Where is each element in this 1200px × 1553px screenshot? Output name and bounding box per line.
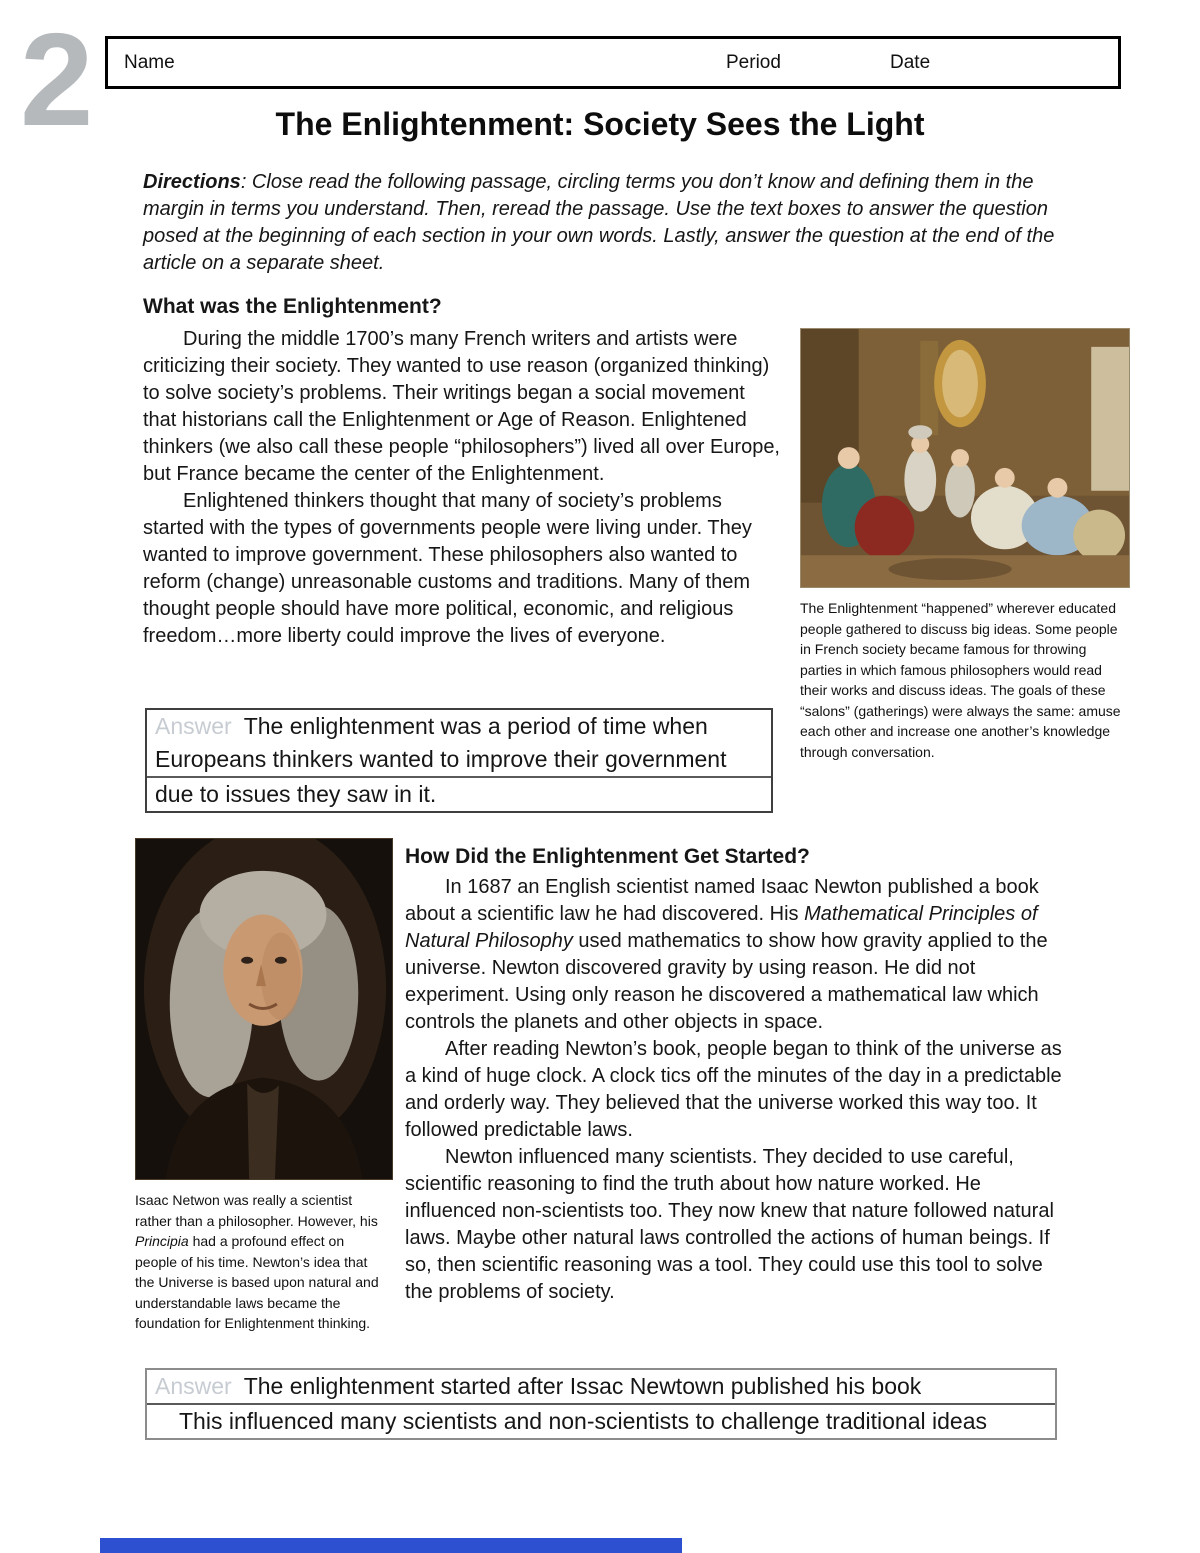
section2-body (405, 843, 1067, 1306)
section1-answer-text-1: The enlightenment was a period of time when (243, 713, 708, 739)
section1-body (143, 326, 781, 650)
directions (143, 169, 1081, 277)
section1-heading: What was the Enlightenment? (143, 295, 442, 318)
newton-caption-end: had a profound effect on people of his time. Newton’s idea that the Universe is based upon natural and understandable laws became the foundation for Enlightenment thinking. (135, 1233, 379, 1331)
page-title: The Enlightenment: Society Sees the Light (275, 106, 925, 142)
newton-portrait-image (135, 838, 393, 1180)
salon-figure (800, 328, 1130, 762)
section2-answer-line-1 (147, 1370, 1055, 1403)
section2-answer-box[interactable] (145, 1368, 1057, 1440)
section2-paragraph-3: Newton influenced many scientists. They decided to use careful, scientific reasoning to find the truth about how nature worked. He influenced non-scientists too. They now knew that nature followed natural laws. Maybe other natural laws controlled the actions of human beings. If so, then scientific reasoning was a tool. They could use this tool to solve the problems of society. (405, 1146, 1054, 1303)
section2-paragraph-1 (405, 874, 1067, 1036)
date-label: Date (890, 52, 931, 73)
section1-answer-box[interactable] (145, 708, 773, 813)
directions-text: : Close read the following passage, circling terms you don’t know and defining them in the margin in terms you understand. Then, reread the passage. Use the text boxes to answer the question posed at the beginning of each section in your own words. Lastly, answer the question at the end of the article on a separate sheet. (143, 171, 1055, 274)
section2-paragraph-2: After reading Newton’s book, people began to think of the universe as a kind of huge clock. A clock tics off the minutes of the day in a predictable and orderly way. They believed that the universe worked this way too. It followed predictable laws. (405, 1038, 1062, 1141)
salon-painting-illustration (801, 329, 1129, 587)
section1-answer-line-3: due to issues they saw in it. (147, 776, 771, 811)
section2-answer-text-1: The enlightenment started after Issac Newtown published his book (243, 1373, 922, 1399)
section2-para1-end: used mathematics to show how gravity applied to the universe. Newton discovered gravity by using reason. He did not experiment. Using only reason he discovered a mathematical law which controls the planets and other objects in space. (405, 930, 1048, 1033)
section2-para1-book-title: Mathematical Principles of Natural Philosophy (405, 903, 1038, 952)
section1-answer-line-2: Europeans thinkers wanted to improve their government (155, 746, 727, 772)
salon-figure-caption: The Enlightenment “happened” wherever educated people gathered to discuss big ideas. Some people in French society became famous for throwing parties in which famous philosophers would read their works and discuss ideas. The goals of these “salons” (gatherings) were always the same: amuse each other and increase one another’s knowledge through conversation. (800, 600, 1121, 760)
newton-figure-caption (135, 1190, 387, 1334)
section2-para1-start: In 1687 an English scientist named Isaac Newton published a book about a scientific law he had discovered. His (405, 876, 1039, 925)
footer-accent-bar (100, 1538, 682, 1553)
directions-label: Directions (143, 171, 241, 193)
newton-caption-start: Isaac Netwon was really a scientist rather than a philosopher. However, his (135, 1192, 378, 1229)
answer-placeholder-label-2: Answer (155, 1373, 232, 1399)
section1-paragraph-2: Enlightened thinkers thought that many of society’s problems started with the types of governments people were living under. They wanted to improve government. These philosophers also wanted to reform (change) unreasonable customs and traditions. Many of them thought people should have more political, economic, and religious freedom…more liberty could improve the lives of everyone. (143, 490, 752, 647)
name-label: Name (124, 52, 175, 73)
newton-figure (135, 838, 393, 1334)
section2-heading: How Did the Enlightenment Get Started? (405, 845, 810, 868)
page-number: 2 (20, 6, 90, 153)
section2-answer-line-2: This influenced many scientists and non-scientists to challenge traditional ideas (147, 1403, 1055, 1438)
period-label: Period (726, 52, 781, 73)
section1-answer-line-1 (147, 710, 771, 743)
section1-paragraph-1: During the middle 1700’s many French writers and artists were criticizing their society. They wanted to use reason (organized thinking) to solve society’s problems. Their writings began a social movement that historians call the Enlightenment or Age of Reason. Enlightened thinkers (we also call these people “philosophers”) lived all over Europe, but France became the center of the Enlightenment. (143, 328, 780, 485)
newton-portrait-illustration (136, 839, 392, 1179)
newton-caption-italic: Principia (135, 1233, 189, 1249)
answer-placeholder-label: Answer (155, 713, 232, 739)
name-period-date-box[interactable] (105, 36, 1121, 89)
salon-painting-image (800, 328, 1130, 588)
